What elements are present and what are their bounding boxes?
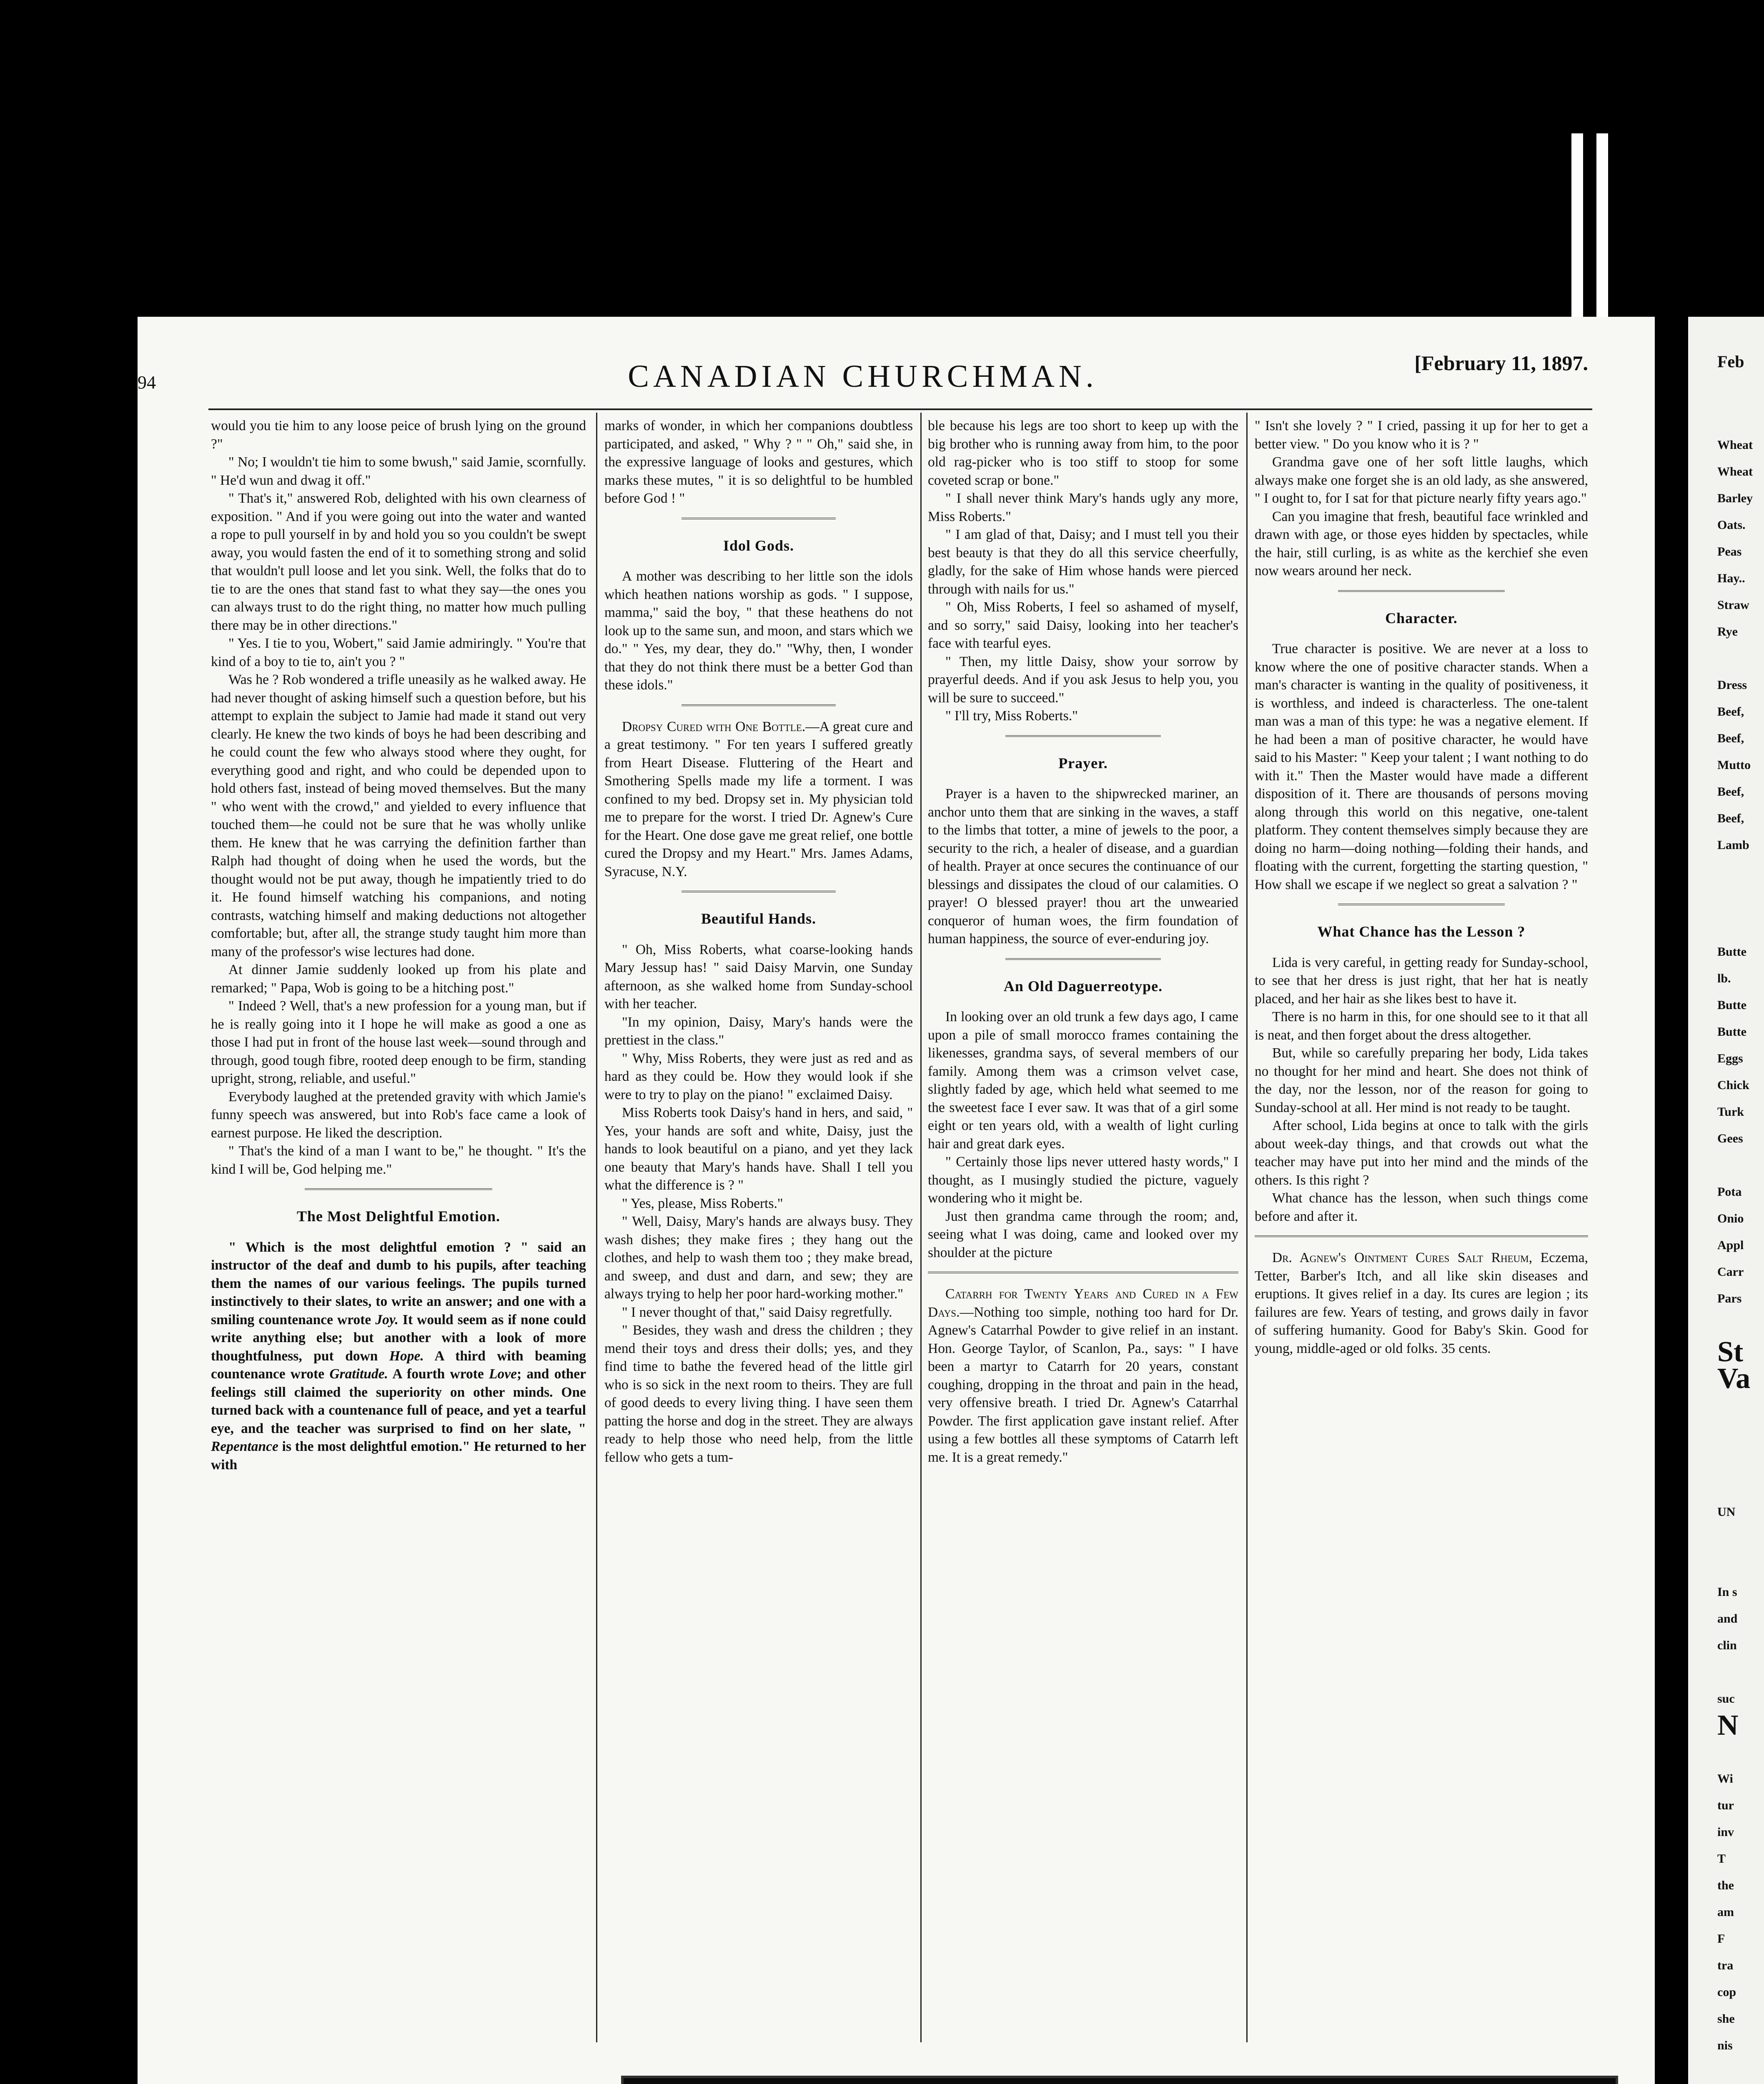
paragraph: " I never thought of that," said Daisy regretfully.	[622, 1304, 892, 1320]
paragraph: Just then grandma came through the room; and, seeing what I was doing, came and looked over my shoulder at the picture	[928, 1208, 1238, 1260]
next-page-line: suc	[1717, 1692, 1735, 1706]
next-page-line: Wheat	[1717, 438, 1753, 452]
notice-heading: Dropsy Cured with One Bottle.	[622, 719, 806, 734]
paragraph: Lida is very careful, in getting ready for Sunday-school, to see that her dress is just right, that her hat is neatly placed, and her hair as she likes best to have it.	[1255, 954, 1588, 1007]
paragraph: " Oh, Miss Roberts, I feel so ashamed of myself, and so sorry," said Daisy, looking into her teacher's face with tearful eyes.	[928, 599, 1238, 651]
paragraph: " I shall never think Mary's hands ugly any more, Miss Roberts."	[928, 491, 1238, 524]
column-3	[928, 417, 1238, 1466]
next-page-line: Butte	[1717, 998, 1746, 1012]
next-page-line: Butte	[1717, 1025, 1746, 1039]
article-heading: What Chance has the Lesson ?	[1317, 923, 1526, 940]
section-divider	[1005, 958, 1161, 963]
text-run: A fourth wrote	[388, 1366, 489, 1382]
text-run: —A great cure and a great testimony. " For ten years I suffered greatly from Heart Disease. Fluttering of the Heart and Smothering Spells made my life a torment. I was confined to my bed. Dropsy set in. My physician told me to prepare for the worst. I tried Dr. Agnew's Cure for the Heart. One dose gave me great relief, one bottle cured the Dropsy and my Heart." Mrs. James Adams, Syracuse, N.Y.	[604, 719, 913, 879]
next-page-line: Beef,	[1717, 785, 1744, 799]
page-number: 94	[138, 372, 156, 393]
page-edge-mark	[1571, 133, 1583, 317]
article-heading: An Old Daguerreotype.	[1003, 977, 1163, 994]
next-page-line: T	[1717, 1852, 1726, 1866]
column-divider	[920, 413, 922, 2042]
adjacent-page-stub	[1688, 317, 1764, 2084]
next-page-line: Barley	[1717, 491, 1753, 505]
paragraph: " Yes, please, Miss Roberts."	[622, 1195, 783, 1211]
next-page-line: Pars	[1717, 1292, 1742, 1305]
next-page-line: Onio	[1717, 1212, 1744, 1225]
paragraph: " Besides, they wash and dress the children ; they mend their toys and dress their dolls; yes, and they find time to bathe the fevered head of the little girl who is so sick in the next room to theirs. They are full of good deeds to every living thing. I have seen them patting the horse and dog in the street. They are always ready to help those who need help, from the little fellow who gets a tum-	[604, 1323, 913, 1465]
masthead-title: CANADIAN CHURCHMAN.	[628, 359, 1098, 394]
section-divider	[1255, 1235, 1588, 1237]
article-heading: Character.	[1385, 609, 1458, 626]
paragraph: " That's it," answered Rob, delighted with his own clearness of exposition. " And if you were going out into the water and wanted a rope to pull yourself in by and hold you so you couldn't be swept away, you would fasten the end of it to something strong and solid that wouldn't pull loose and let you sink. Well, the folks that do to tie to are the ones that stand fast to what they say—the ones you can always trust to do the right thing, no matter how much pulling there may be in other directions."	[211, 491, 586, 633]
next-page-line: F	[1717, 1932, 1725, 1946]
italic-word: Repentance	[211, 1439, 278, 1454]
header-rule	[208, 408, 1592, 410]
paragraph: True character is positive. We are never at a loss to know where the one of positive character stands. When a man's character is wanting in the quality of positiveness, it is worthless, and indeed is characterless. The one-talent man was a man of this type: he was a negative element. If he had been a man of positive character, he would have said to his Master: " Keep your talent ; I want nothing to do with it." Then the Master would have made a different disposition of it. There are thousands of persons moving along through this world on this negative, one-talent platform. They content themselves simply because they are doing no harm—doing nothing—folding their hands, and floating with the current, forgetting the starting question, " How shall we escape if we neglect so great a salvation ? "	[1255, 641, 1588, 892]
next-page-line: am	[1717, 1905, 1734, 1919]
next-page-line: St	[1717, 1336, 1744, 1368]
paragraph: " I'll try, Miss Roberts."	[945, 708, 1078, 724]
next-page-line: Mutto	[1717, 758, 1751, 772]
page-edge-mark	[1596, 133, 1608, 317]
next-page-line: Eggs	[1717, 1052, 1743, 1065]
next-page-line: Chick	[1717, 1078, 1749, 1092]
next-page-line: UN	[1717, 1505, 1736, 1519]
next-page-line: Gees	[1717, 1132, 1743, 1145]
paragraph: " Well, Daisy, Mary's hands are always busy. They wash dishes; they make fires ; they hang out the clothes, and help to wash them too ; they make bread, and sweep, and dust and darn, and sew; they are always trying to help her poor hard-working mother."	[604, 1214, 913, 1302]
next-page-line: Beef,	[1717, 812, 1744, 825]
next-page-line: the	[1717, 1879, 1734, 1892]
paragraph: " Isn't she lovely ? " I cried, passing it up for her to get a better view. " Do you know who it is ? "	[1255, 418, 1588, 452]
next-page-line: Turk	[1717, 1105, 1744, 1119]
paragraph: There is no harm in this, for one should see to it that all is neat, and then forget about the dress altogether.	[1255, 1009, 1588, 1043]
paragraph: ble because his legs are too short to keep up with the big brother who is running away from him, to the poor old rag-picker who is too stiff to stoop for some coveted scrap or bone."	[928, 418, 1238, 488]
paragraph: After school, Lida begins at once to talk with the girls about week-day things, and that crowds out what the teacher may have put into her mind and the minds of the others. Is this right ?	[1255, 1118, 1588, 1188]
next-page-line: Hay..	[1717, 571, 1745, 585]
paragraph: marks of wonder, in which her companions doubtless participated, and asked, " Why ? " " Oh," said she, in the expressive language of looks and gestures, which marks these mutes, " it is so delightful to be humbled before God ! "	[604, 418, 913, 506]
section-divider	[1005, 735, 1161, 740]
article-heading: Beautiful Hands.	[701, 910, 817, 927]
notice-heading: Dr. Agnew's Ointment Cures Salt Rheum,	[1272, 1250, 1533, 1265]
next-page-line: Straw	[1717, 598, 1749, 612]
section-divider	[682, 704, 836, 706]
paragraph	[928, 1285, 1238, 1466]
paragraph: Everybody laughed at the pretended gravity with which Jamie's funny speech was answered, but into Rob's face came a look of earnest purpose. He liked the description.	[211, 1089, 586, 1141]
paragraph: Miss Roberts took Daisy's hand in hers, and said, " Yes, your hands are soft and white, Daisy, just the hands to look beautiful on a piano, and yet they lack one beauty that Mary's hands have. Shall I tell you what the difference is ? "	[604, 1105, 913, 1193]
section-divider	[928, 1272, 1238, 1273]
text-run: ; and other feelings still claimed the superiority on other minds. One turned back with a countenance full of peace, and yet a tearful eye, and the teacher was surprised to find on her slate, "	[211, 1366, 586, 1436]
paragraph: A mother was describing to her little son the idols which heathen nations worship as gods. " I suppose, mamma," said the boy, " that these heathens do not look up to the same sun, and moon, and stars which we do." " Yes, my dear, they do." "Why, then, I wonder that they do not think there must be a better God than these idols."	[604, 569, 913, 693]
next-page-line: Beef,	[1717, 731, 1744, 745]
paragraph: Prayer is a haven to the shipwrecked mariner, an anchor unto them that are sinking in the waves, a staff to the limbs that totter, a mine of jewels to the poor, a security to the rich, a healer of disease, and a guardian of health. Prayer at once secures the continuance of our blessings and dissipates the cloud of our calamities. O prayer! O blessed prayer! thou art the unwearied conqueror of human woes, the firm foundation of human happiness, the source of ever-enduring joy.	[928, 786, 1238, 947]
column-1	[211, 417, 586, 1474]
column-divider	[596, 413, 597, 2042]
next-page-line: tur	[1717, 1798, 1734, 1812]
section-divider	[682, 891, 836, 896]
next-page-line: cop	[1717, 1985, 1736, 1999]
issue-date: [February 11, 1897.	[1414, 351, 1588, 375]
paragraph	[211, 1238, 586, 1474]
next-page-line: In s	[1717, 1585, 1737, 1599]
next-page-line: and	[1717, 1612, 1738, 1626]
italic-word: Hope.	[389, 1348, 424, 1364]
section-divider	[682, 518, 836, 523]
article-heading: The Most Delightful Emotion.	[296, 1208, 500, 1225]
section-divider	[1338, 590, 1505, 595]
paragraph: What chance has the lesson, when such things come before and after it.	[1255, 1190, 1588, 1224]
next-page-line: Peas	[1717, 545, 1742, 559]
column-2	[604, 417, 913, 1466]
article-heading: Prayer.	[1058, 754, 1108, 771]
article-heading: Idol Gods.	[723, 537, 794, 554]
paragraph: " Oh, Miss Roberts, what coarse-looking hands Mary Jessup has! " said Daisy Marvin, one Sunday afternoon, as she walked home from Sunday-school with her teacher.	[604, 942, 913, 1012]
paragraph: " Yes. I tie to you, Wobert," said Jamie admiringly. " You're that kind of a boy to tie to, ain't you ? "	[211, 636, 586, 669]
next-page-line: Butte	[1717, 945, 1746, 959]
paragraph: Can you imagine that fresh, beautiful face wrinkled and drawn with age, or those eyes hidden by spectacles, while the hair, still curling, is as white as the kerchief she even now wears around her neck.	[1255, 508, 1588, 579]
next-page-line: Lamb	[1717, 838, 1749, 852]
paragraph: " Why, Miss Roberts, they were just as red and as hard as they could be. How they would look if she were to try to play on the piano! " exclaimed Daisy.	[604, 1050, 913, 1102]
paragraph: Grandma gave one of her soft little laughs, which always make one forget she is an old lady, as she answered, " I ought to, for I sat for that picture nearly fifty years ago."	[1255, 454, 1588, 506]
paragraph: Was he ? Rob wondered a trifle uneasily as he walked away. He had never thought of asking himself such a question before, but his attempt to explain the subject to Jamie had made it stand out very clearly. He knew the two kinds of boys he had been describing and he could count the few who always stood where they ought, for everything good and right, and who could be depended upon to hold others fast, instead of being moved themselves. But the many " who went with the crowd," and yielded to every influence that touched them—he could not be sure that he was wholly unlike them. He knew that he was carrying the definition farther than Ralph had thought of doing when he used the words, but the thought would not be put away, though he impatiently tried to do it. He found himself watching his companions, and noting contrasts, watching himself and making deductions not altogether comfortable; but, after all, the strange study taught him more than many of the professor's wise lectures had done.	[211, 672, 586, 959]
next-page-line: Wi	[1717, 1772, 1733, 1786]
paragraph: " Indeed ? Well, that's a new profession for a young man, but if he is really going into it I hope he will make as good a one as those I had put in front of the house last week—sound through and through, good tough fibre, rooted deep enough to be firm, standing upright, strong, reliable, and useful."	[211, 998, 586, 1086]
column-4	[1255, 417, 1588, 1358]
paragraph	[604, 718, 913, 881]
section-divider	[1338, 904, 1505, 909]
page-header	[138, 342, 1588, 392]
next-page-line: Carr	[1717, 1265, 1744, 1279]
next-page-line: nis	[1717, 2039, 1733, 2052]
text-run: is the most delightful emotion." He returned to her with	[211, 1439, 586, 1473]
paragraph: But, while so carefully preparing her body, Lida takes no thought for her mind and heart. She does not think of the day, nor the lesson, nor of the reason for going to Sunday-school at all. Her mind is not ready to be taught.	[1255, 1045, 1588, 1115]
next-page-line: Beef,	[1717, 705, 1744, 719]
paragraph	[1255, 1249, 1588, 1358]
italic-word: Gratitude.	[329, 1366, 388, 1382]
paragraph: would you tie him to any loose peice of brush lying on the ground ?"	[211, 418, 586, 452]
text-run: —Nothing too simple, nothing too hard for Dr. Agnew's Catarrhal Powder to give relief in an instant. Hon. George Taylor, of Scanlon, Pa., says: " I have been a martyr to Catarrh for 20 years, constant coughing, dropping in the throat and pain in the head, very offensive breath. I tried Dr. Agnew's Catarrhal Powder. The first application gave instant relief. After using a few bottles all these symptoms of Catarrh left me. It is a great remedy."	[928, 1304, 1238, 1465]
paragraph: " Certainly those lips never uttered hasty words," I thought, as I musingly studied the picture, vaguely wondering who it might be.	[928, 1154, 1238, 1206]
next-page-line: Pota	[1717, 1185, 1742, 1199]
next-page-line: Wheat	[1717, 465, 1753, 478]
next-page-date: Feb	[1717, 352, 1744, 371]
column-divider	[1246, 413, 1248, 2042]
text-run: Eczema, Tetter, Barber's Itch, and all like skin diseases and eruptions. It gives relief in a day. Its cures are legion ; its failures are few. Years of testing, and grows daily in favor of suffering humanity. Good for Baby's Skin. Good for young, middle-aged or old folks. 35 cents.	[1255, 1250, 1588, 1356]
paragraph: " No; I wouldn't tie him to some bwush," said Jamie, scornfully. " He'd wun and dwag it off."	[211, 454, 586, 488]
next-page-line: inv	[1717, 1825, 1734, 1839]
paragraph: " Then, my little Daisy, show your sorrow by prayerful deeds. And if you ask Jesus to help you, you will be sure to succeed."	[928, 654, 1238, 706]
italic-word: Joy.	[375, 1312, 398, 1328]
next-page-line: N	[1717, 1709, 1739, 1741]
italic-word: Love	[489, 1366, 517, 1382]
next-page-line: Appl	[1717, 1238, 1744, 1252]
next-page-line: she	[1717, 2012, 1735, 2026]
text-run: It would seem as if none could write anything else; but another with a look of more thoughtfulness, put down	[211, 1312, 586, 1364]
paragraph: "In my opinion, Daisy, Mary's hands were the prettiest in the class."	[604, 1014, 913, 1048]
next-page-line: lb.	[1717, 972, 1731, 985]
next-page-line: Oats.	[1717, 518, 1746, 532]
paragraph: " That's the kind of a man I want to be," he thought. " It's the kind I will be, God helping me."	[211, 1143, 586, 1177]
next-page-line: clin	[1717, 1638, 1737, 1652]
next-page-line: tra	[1717, 1959, 1734, 1972]
surprise-soap-advertisement	[621, 2076, 1618, 2084]
next-page-line: Va	[1717, 1363, 1751, 1395]
next-page-line: Dress	[1717, 678, 1747, 692]
section-divider	[305, 1188, 492, 1193]
paragraph: " I am glad of that, Daisy; and I must tell you their best beauty is that they do all this service cheerfully, gladly, for the sake of Him whose hands were pierced through with nails for us."	[928, 527, 1238, 597]
paragraph: In looking over an old trunk a few days ago, I came upon a pile of small morocco frames containing the likenesses, grandma says, of several members of our family. Among them was a crimson velvet case, slightly faded by age, which held what seemed to me the sweetest face I ever saw. It was that of a girl some eight or ten years old, with a wealth of light curling hair and great dark eyes.	[928, 1009, 1238, 1152]
text-run: A third with beaming countenance wrote	[211, 1348, 586, 1382]
next-page-line: Rye	[1717, 625, 1738, 639]
text-run: " Which is the most delightful emotion ? " said an instructor of the deaf and dumb to his pupils, after teaching them the names of our various feelings. The pupils turned instinctively to their slates, to write an answer; and one with a smiling countenance wrote	[211, 1239, 586, 1328]
notice-heading: Catarrh for Twenty Years and Cured in a Few Days.	[928, 1286, 1238, 1320]
paragraph: At dinner Jamie suddenly looked up from his plate and remarked; " Papa, Wob is going to be a hitching post."	[211, 962, 586, 996]
